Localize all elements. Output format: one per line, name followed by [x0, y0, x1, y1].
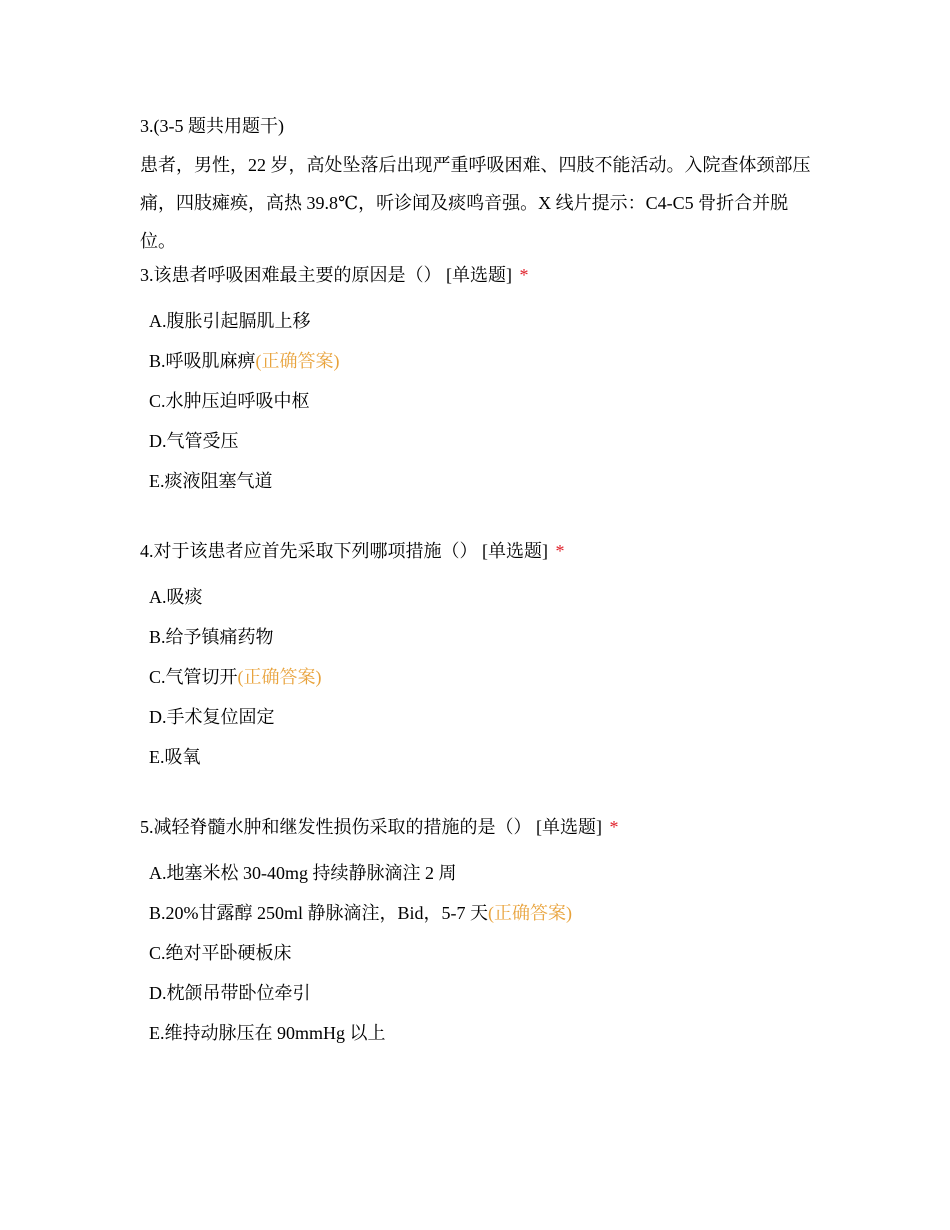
- option-label: C.绝对平卧硬板床: [149, 943, 292, 963]
- option-c[interactable]: [149, 387, 820, 427]
- option-label: E.吸氧: [149, 747, 201, 767]
- option-a[interactable]: [149, 307, 820, 347]
- option-d[interactable]: [149, 979, 820, 1019]
- question-type: [单选题]: [482, 541, 548, 561]
- question-text: 4.对于该患者应首先采取下列哪项措施（）: [140, 541, 478, 561]
- option-label: A.腹胀引起膈肌上移: [149, 311, 311, 331]
- option-e[interactable]: [149, 743, 820, 783]
- option-label: A.吸痰: [149, 587, 203, 607]
- option-label: C.气管切开: [149, 667, 238, 687]
- question-3: [140, 261, 820, 507]
- required-mark: *: [609, 817, 619, 837]
- question-title: [140, 813, 820, 841]
- option-list: [140, 859, 820, 1059]
- option-a[interactable]: [149, 859, 820, 899]
- shared-stem-header: 3.(3-5 题共用题干): [140, 116, 284, 136]
- shared-stem-text: 患者，男性，22 岁，高处坠落后出现严重呼吸困难、四肢不能活动。入院查体颈部压痛，四肢瘫痪，高热 39.8℃，听诊闻及痰鸣音强。X 线片提示：C4-C5 骨折合并脱位。: [140, 155, 811, 251]
- option-label: B.20%甘露醇 250ml 静脉滴注，Bid，5-7 天: [149, 903, 489, 923]
- option-label: D.气管受压: [149, 431, 239, 451]
- option-d[interactable]: [149, 427, 820, 467]
- required-mark: *: [519, 265, 529, 285]
- question-text: 3.该患者呼吸困难最主要的原因是（）: [140, 265, 442, 285]
- option-label: C.水肿压迫呼吸中枢: [149, 391, 310, 411]
- question-type: [单选题]: [446, 265, 512, 285]
- option-b[interactable]: [149, 899, 820, 939]
- question-title: [140, 537, 820, 565]
- option-label: B.给予镇痛药物: [149, 627, 274, 647]
- option-label: D.枕颌吊带卧位牵引: [149, 983, 311, 1003]
- question-4: [140, 537, 820, 783]
- correct-answer-tag: (正确答案): [488, 903, 573, 923]
- option-list: [140, 583, 820, 783]
- correct-answer-tag: (正确答案): [237, 667, 322, 687]
- option-label: E.痰液阻塞气道: [149, 471, 273, 491]
- exam-page: [140, 112, 820, 1059]
- option-list: [140, 307, 820, 507]
- option-b[interactable]: [149, 623, 820, 663]
- question-text: 5.减轻脊髓水肿和继发性损伤采取的措施的是（）: [140, 817, 532, 837]
- option-c[interactable]: [149, 663, 820, 703]
- option-e[interactable]: [149, 467, 820, 507]
- question-title: [140, 261, 820, 289]
- option-d[interactable]: [149, 703, 820, 743]
- correct-answer-tag: (正确答案): [255, 351, 340, 371]
- option-b[interactable]: [149, 347, 820, 387]
- option-e[interactable]: [149, 1019, 820, 1059]
- option-c[interactable]: [149, 939, 820, 979]
- question-type: [单选题]: [536, 817, 602, 837]
- option-label: A.地塞米松 30-40mg 持续静脉滴注 2 周: [149, 863, 457, 883]
- option-label: E.维持动脉压在 90mmHg 以上: [149, 1023, 386, 1043]
- option-a[interactable]: [149, 583, 820, 623]
- required-mark: *: [555, 541, 565, 561]
- option-label: D.手术复位固定: [149, 707, 275, 727]
- option-label: B.呼吸肌麻痹: [149, 351, 256, 371]
- question-5: [140, 813, 820, 1059]
